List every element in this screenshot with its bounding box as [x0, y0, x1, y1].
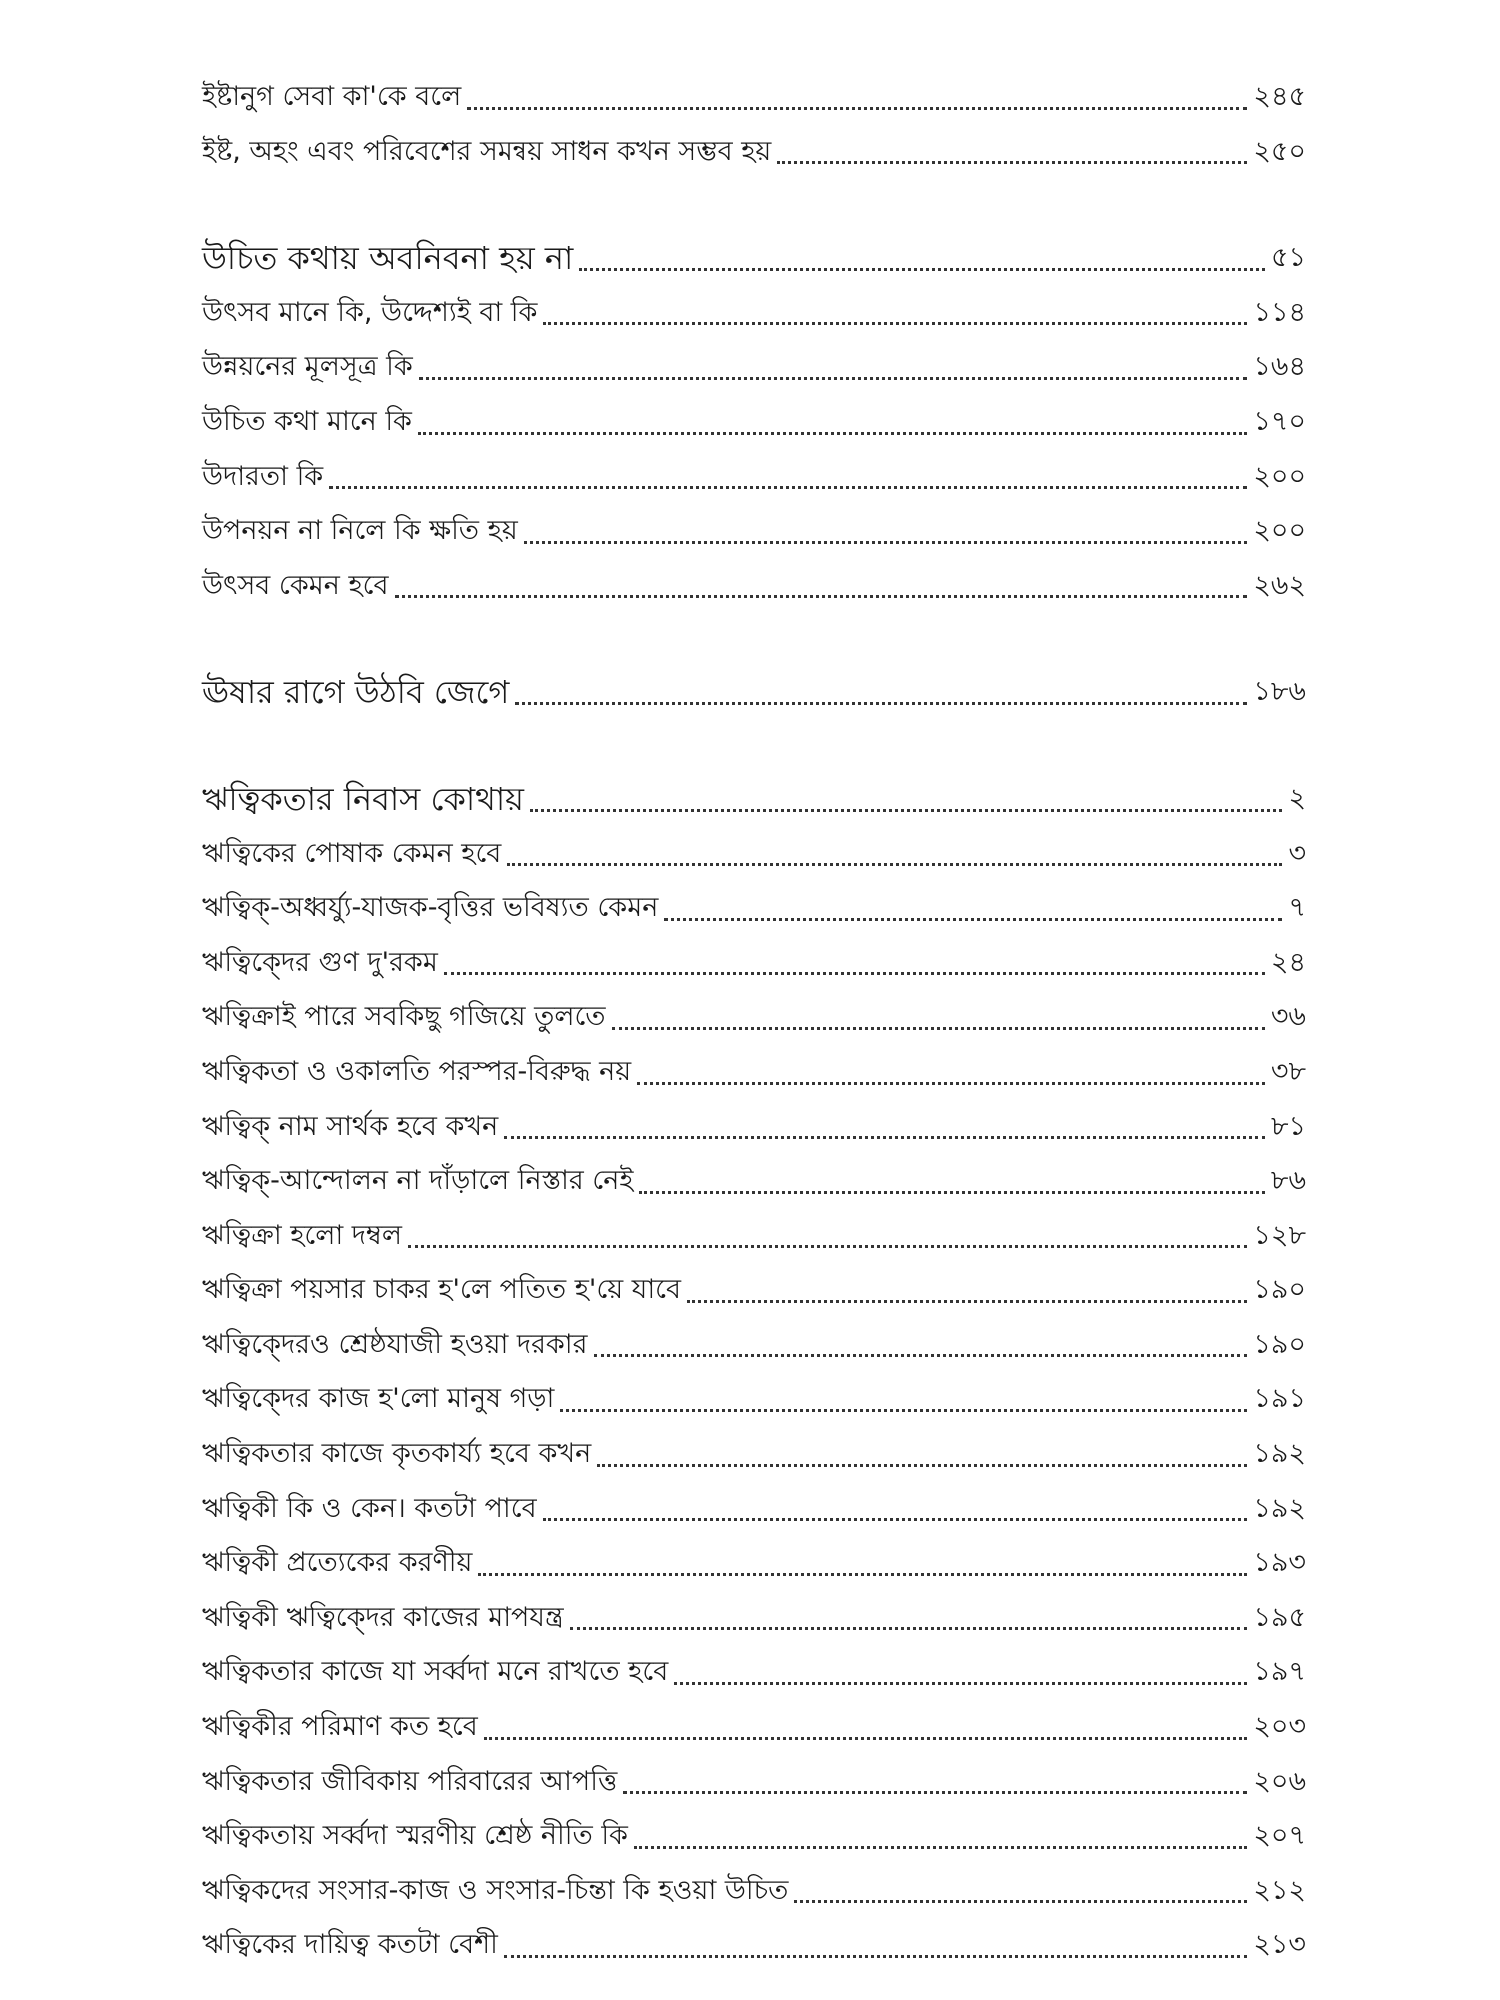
dot-leader [504, 1136, 1265, 1139]
toc-entry-title: উপনয়ন না নিলে কি ক্ষতি হয় [202, 515, 518, 547]
toc-entry [202, 125, 1306, 180]
toc-entry [202, 1700, 1306, 1755]
toc-entry-title: ঋত্বিক্দের কাজ হ'লো মানুষ গড়া [202, 1383, 555, 1415]
toc-entry-title: ঋত্বিকতার কাজে কৃতকার্য্য হবে কখন [202, 1438, 592, 1470]
dot-leader [639, 1191, 1265, 1194]
toc-entry-page-number: ৮১ [1270, 1110, 1306, 1142]
toc-entry-title: ঋত্বিকী ঋত্বিক্দের কাজের মাপযন্ত্র [202, 1601, 564, 1633]
dot-leader [664, 918, 1282, 921]
toc-section [202, 772, 1306, 1973]
toc-entry-title: ইষ্টানুগ সেবা কা'কে বলে [202, 81, 462, 112]
toc-entry-title: ঋত্বিকদের সংসার-কাজ ও সংসার-চিন্তা কি হওয়া উচিত [202, 1874, 789, 1906]
toc-entry-page-number: ২১২ [1253, 1874, 1306, 1906]
dot-leader [478, 1573, 1247, 1576]
toc-entry [202, 772, 1306, 827]
toc-entry-page-number: ১৯১ [1253, 1383, 1306, 1415]
dot-leader [484, 1737, 1248, 1740]
toc-entry [202, 827, 1306, 882]
toc-entry-title: ঋত্বিকী প্রত্যেকের করণীয় [202, 1547, 473, 1579]
toc-section [202, 70, 1306, 179]
toc-entry [202, 1918, 1306, 1973]
toc-entry-page-number: ২০৩ [1253, 1711, 1306, 1743]
dot-leader [524, 541, 1248, 544]
dot-leader [597, 1464, 1247, 1467]
toc-entry-page-number: ২০০ [1253, 515, 1306, 547]
toc-entry-page-number: ৩৬ [1270, 1001, 1306, 1033]
toc-entry-page-number: ৭ [1288, 892, 1306, 924]
toc-entry-title: ঋত্বিক্ নাম সার্থক হবে কখন [202, 1110, 499, 1142]
toc-entry [202, 504, 1306, 559]
toc-entry [202, 1045, 1306, 1100]
toc-entry [202, 1154, 1306, 1209]
toc-entry-page-number: ২১৩ [1253, 1929, 1306, 1961]
toc-section [202, 665, 1306, 720]
toc-entry-title: ঋত্বিক্দের গুণ দু'রকম [202, 946, 438, 978]
toc-entry-page-number: ২৪৫ [1253, 81, 1306, 112]
toc-entry-title: উদারতা কি [202, 460, 324, 492]
dot-leader [530, 809, 1282, 812]
toc-entry-title: ঋত্বিক্রাই পারে সবকিছু গজিয়ে তুলতে [202, 1001, 606, 1033]
dot-leader [444, 972, 1265, 975]
toc-entry-page-number: ৮৬ [1270, 1165, 1306, 1197]
toc-entry-title: ঋত্বিকী কি ও কেন। কতটা পাবে [202, 1492, 537, 1524]
dot-leader [504, 1955, 1248, 1958]
toc-entry-page-number: ২৪ [1270, 946, 1306, 978]
toc-entry-title: ঋত্বিকতায় সর্ব্বদা স্মরণীয় শ্রেষ্ঠ নীতি কি [202, 1820, 628, 1852]
toc-entry-page-number: ১৮৬ [1253, 676, 1306, 708]
toc-entry [202, 1536, 1306, 1591]
dot-leader [674, 1682, 1247, 1685]
dot-leader [612, 1027, 1265, 1030]
toc-entry-title: ঋত্বিক্-আন্দোলন না দাঁড়ালে নিস্তার নেই [202, 1165, 634, 1197]
dot-leader [560, 1409, 1247, 1412]
dot-leader [570, 1627, 1248, 1630]
toc-entry-page-number: ২৫০ [1253, 135, 1306, 167]
toc-entry-title: উৎসব মানে কি, উদ্দেশ্যই বা কি [202, 296, 538, 328]
dot-leader [777, 161, 1247, 164]
dot-leader [794, 1900, 1247, 1903]
toc-entry [202, 665, 1306, 720]
dot-leader [579, 268, 1265, 271]
toc-entry-page-number: ২০৭ [1253, 1820, 1306, 1852]
toc-entry-title: ঋত্বিকীর পরিমাণ কত হবে [202, 1711, 478, 1743]
toc-entry-page-number: ২০০ [1253, 460, 1306, 492]
toc-entry [202, 1482, 1306, 1537]
toc-entry [202, 1263, 1306, 1318]
toc-entry-title: উচিত কথায় অবনিবনা হয় না [202, 239, 574, 278]
dot-leader [543, 1518, 1248, 1521]
toc-entry-page-number: ২০৬ [1253, 1765, 1306, 1797]
dot-leader [594, 1354, 1248, 1357]
toc-entry [202, 936, 1306, 991]
toc-entry [202, 559, 1306, 614]
toc-entry [202, 1809, 1306, 1864]
table-of-contents [202, 70, 1306, 1973]
toc-entry [202, 1591, 1306, 1646]
toc-entry-title: উচিত কথা মানে কি [202, 405, 412, 437]
toc-entry-title: ঋত্বিকতার জীবিকায় পরিবারের আপত্তি [202, 1765, 618, 1797]
toc-entry-title: উন্নয়নের মূলসূত্র কি [202, 351, 413, 383]
toc-entry-title: ঋত্বিকের পোষাক কেমন হবে [202, 837, 502, 869]
dot-leader [687, 1300, 1247, 1303]
toc-entry-page-number: ২৬২ [1253, 569, 1306, 601]
dot-leader [329, 486, 1247, 489]
toc-entry-title: ঋত্বিক্রা হলো দম্বল [202, 1219, 403, 1251]
toc-entry-title: ইষ্ট, অহং এবং পরিবেশের সমন্বয় সাধন কখন সম্ভব হয় [202, 135, 772, 167]
toc-entry [202, 1100, 1306, 1155]
toc-entry [202, 231, 1306, 286]
toc-entry [202, 1318, 1306, 1373]
toc-entry [202, 340, 1306, 395]
toc-entry [202, 1372, 1306, 1427]
toc-entry-page-number: ২ [1288, 782, 1306, 814]
toc-entry-page-number: ৩ [1288, 837, 1306, 869]
toc-entry [202, 450, 1306, 505]
dot-leader [408, 1245, 1247, 1248]
dot-leader [418, 432, 1247, 435]
toc-entry [202, 990, 1306, 1045]
toc-entry-page-number: ১৯৩ [1253, 1547, 1306, 1579]
dot-leader [419, 377, 1248, 380]
toc-entry-page-number: ১৭০ [1253, 405, 1306, 437]
toc-entry-page-number: ১২৮ [1253, 1219, 1306, 1251]
toc-entry [202, 1645, 1306, 1700]
toc-entry-title: ঋত্বিক্রা পয়সার চাকর হ'লে পতিত হ'য়ে যাবে [202, 1274, 682, 1306]
toc-entry-page-number: ৩৮ [1270, 1055, 1306, 1087]
toc-entry-page-number: ১৯৫ [1253, 1601, 1306, 1633]
toc-entry [202, 286, 1306, 341]
dot-leader [634, 1846, 1247, 1849]
dot-leader [637, 1082, 1265, 1085]
toc-entry-title: উৎসব কেমন হবে [202, 569, 389, 601]
toc-entry-title: ঋত্বিক্-অধ্বর্য্যু-যাজক-বৃত্তির ভবিষ্যত কেমন [202, 892, 659, 924]
dot-leader [543, 322, 1247, 325]
toc-entry-page-number: ১৯০ [1253, 1274, 1306, 1306]
toc-entry-title: ঋত্বিকতা ও ওকালতি পরস্পর-বিরুদ্ধ নয় [202, 1055, 632, 1087]
toc-entry-page-number: ১৬৪ [1253, 351, 1306, 383]
toc-entry-title: ঋত্বিকতার নিবাস কোথায় [202, 779, 524, 818]
toc-entry-title: ঊষার রাগে উঠবি জেগে [202, 673, 510, 712]
toc-entry [202, 395, 1306, 450]
dot-leader [395, 595, 1248, 598]
dot-leader [507, 863, 1282, 866]
toc-entry-page-number: ১৯২ [1253, 1438, 1306, 1470]
dot-leader [515, 702, 1247, 705]
toc-entry-title: ঋত্বিকের দায়িত্ব কতটা বেশী [202, 1929, 498, 1961]
toc-entry [202, 881, 1306, 936]
toc-entry [202, 1209, 1306, 1264]
dot-leader [467, 107, 1247, 110]
toc-entry-title: ঋত্বিক্দেরও শ্রেষ্ঠযাজী হওয়া দরকার [202, 1328, 588, 1360]
toc-entry-page-number: ১৯২ [1253, 1492, 1306, 1524]
toc-entry [202, 1755, 1306, 1810]
toc-entry [202, 1427, 1306, 1482]
toc-entry [202, 1864, 1306, 1919]
toc-section [202, 231, 1306, 613]
toc-entry-page-number: ১৯৭ [1253, 1656, 1306, 1688]
toc-entry-title: ঋত্বিকতার কাজে যা সর্ব্বদা মনে রাখতে হবে [202, 1656, 669, 1688]
toc-entry-page-number: ৫১ [1270, 242, 1306, 274]
toc-entry-page-number: ১১৪ [1253, 296, 1306, 328]
toc-entry [202, 70, 1306, 125]
dot-leader [623, 1791, 1247, 1794]
toc-entry-page-number: ১৯০ [1253, 1328, 1306, 1360]
